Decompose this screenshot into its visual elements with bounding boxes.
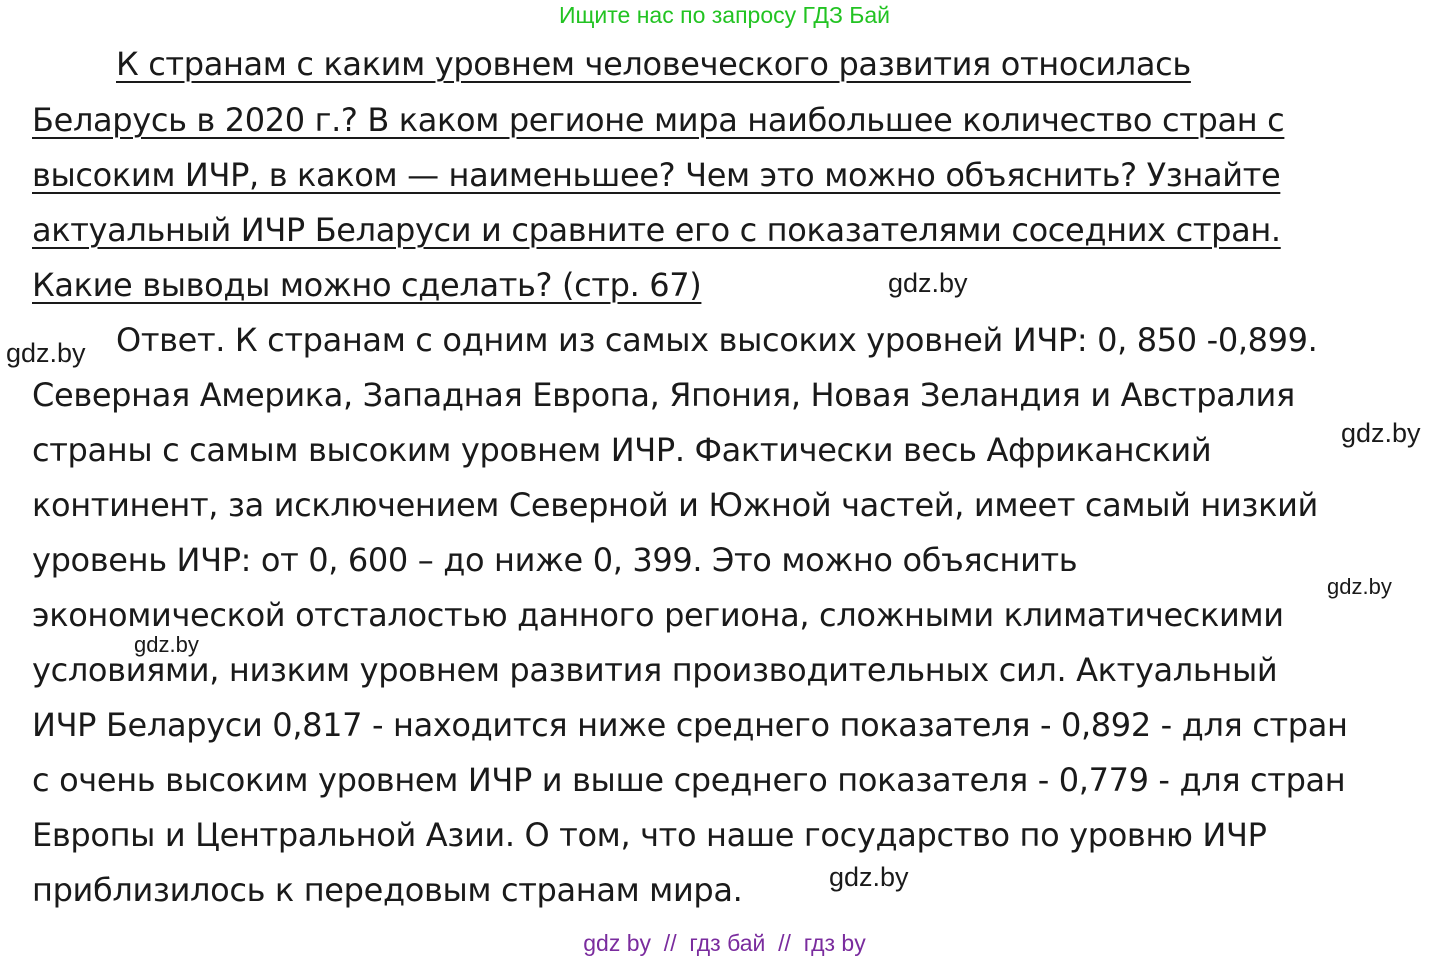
watermark: gdz.by [6,338,86,368]
answer-line: Европы и Центральной Азии. О том, что наше государство по уровню ИЧР [32,816,1267,854]
question-line: Беларусь в 2020 г.? В каком регионе мира наибольшее количество стран с [32,101,1285,139]
answer-line: континент, за исключением Северной и Южной частей, имеет самый низкий [32,486,1318,524]
answer-line: уровень ИЧР: от 0, 600 – до ниже 0, 399. Это можно объяснить [32,541,1078,579]
answer-line: страны с самым высоким уровнем ИЧР. Фактически весь Африканский [32,431,1212,469]
answer-line: ИЧР Беларуси 0,817 - находится ниже среднего показателя - 0,892 - для стран [32,706,1348,744]
question-line: высоким ИЧР, в каком — наименьшее? Чем это можно объяснить? Узнайте [32,156,1281,194]
top-banner: Ищите нас по запросу ГДЗ Бай [558,2,891,28]
answer-line: приблизилось к передовым странам мира. [32,871,743,909]
answer-line: Ответ. К странам с одним из самых высоких уровней ИЧР: 0, 850 -0,899. [116,321,1318,359]
question-line: актуальный ИЧР Беларуси и сравните его с показателями соседних стран. [32,211,1281,249]
watermark: gdz.by [888,268,968,298]
answer-line: Северная Америка, Западная Европа, Япония, Новая Зеландия и Австралия [32,376,1295,414]
watermark: gdz.by [1327,574,1392,599]
footer: gdz by // гдз бай // гдз by [583,930,866,956]
watermark: gdz.by [829,862,909,892]
answer-line: экономической отсталостью данного региона, сложными климатическими [32,596,1284,634]
question-line: Какие выводы можно сделать? (стр. 67) [32,266,702,304]
watermark: gdz.by [1341,418,1421,448]
answer-line: условиями, низким уровнем развития производительных сил. Актуальный [32,651,1278,689]
question-line: К странам с каким уровнем человеческого развития относилась [116,45,1191,83]
watermark: gdz.by [134,632,199,657]
answer-line: с очень высоким уровнем ИЧР и выше среднего показателя - 0,779 - для стран [32,761,1346,799]
